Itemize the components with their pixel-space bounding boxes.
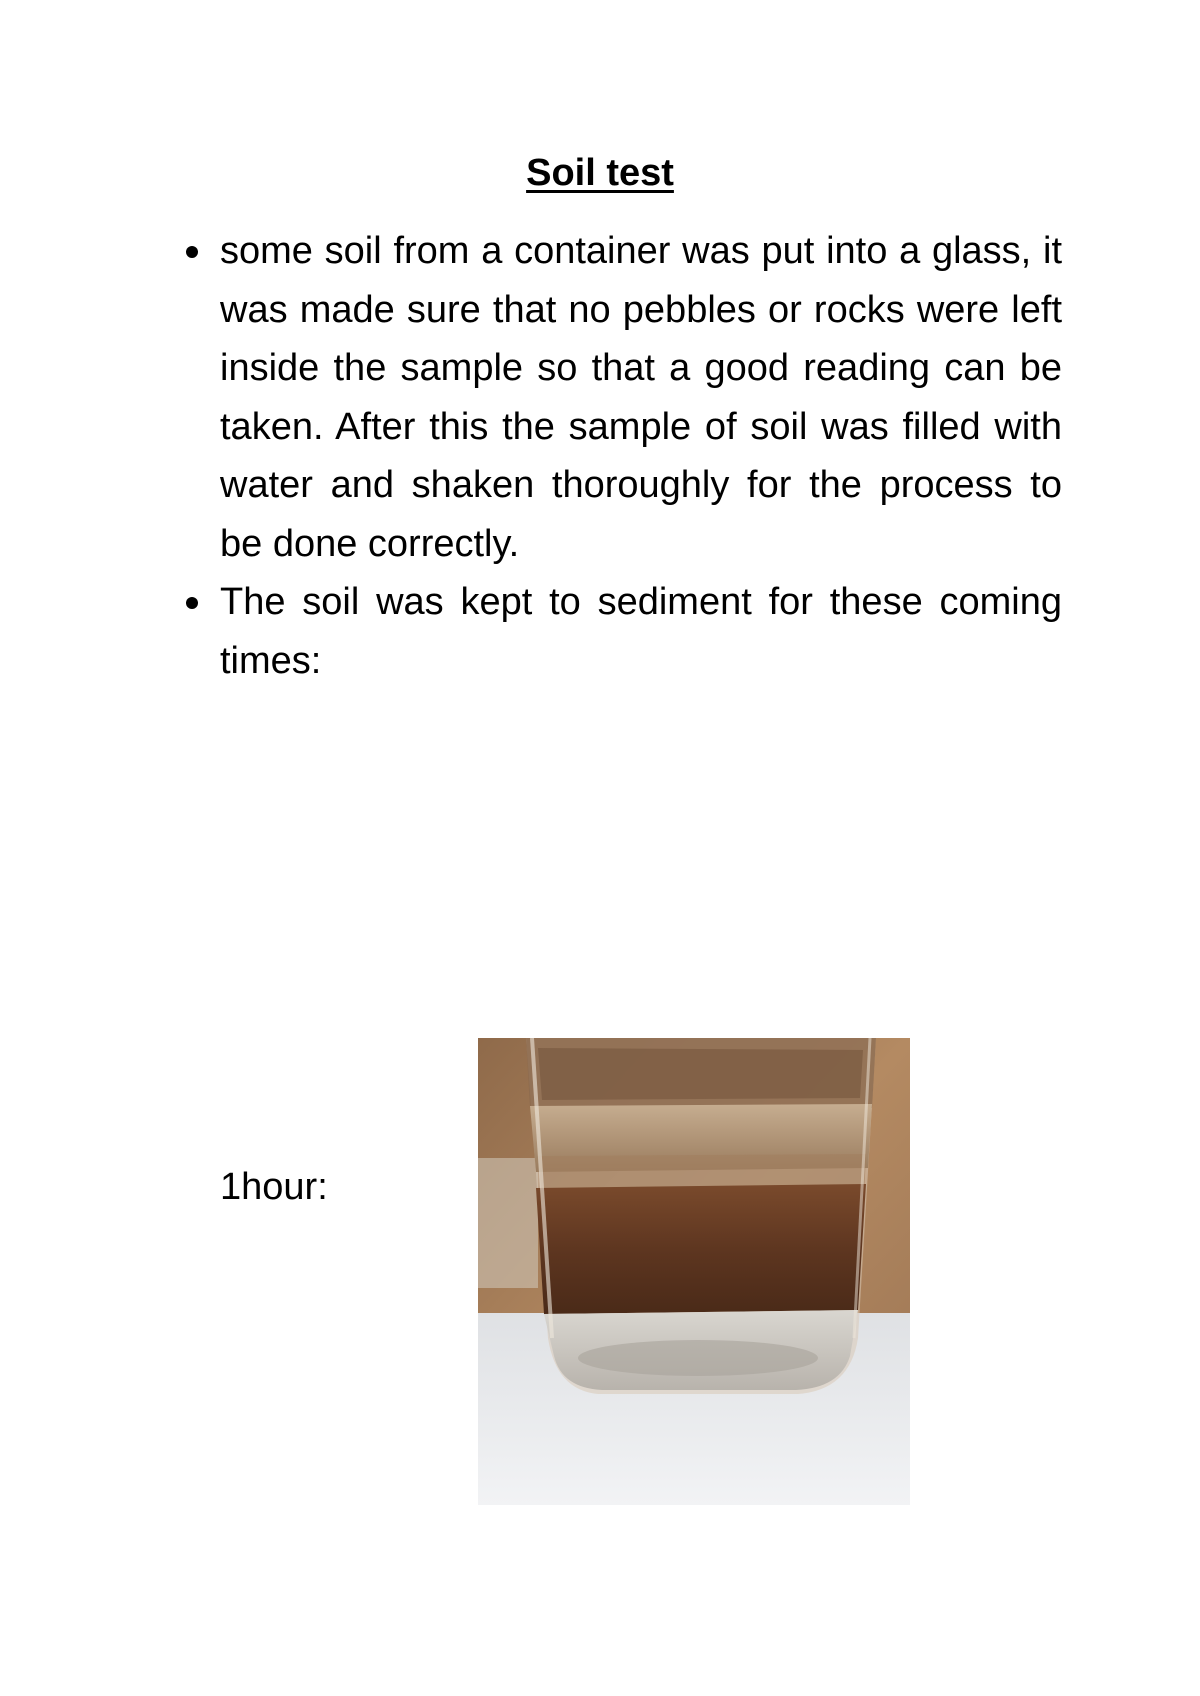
bullet-list [184,222,1062,690]
list-item-text: The soil was kept to sediment for these coming times: [220,581,1062,682]
soil-sample-photo [478,1038,910,1505]
list-item [184,573,1062,690]
bullet-icon [186,246,198,258]
bullet-icon [186,597,198,609]
list-item-text: some soil from a container was put into a glass, it was made sure that no pebbles or rocks were left inside the sample so that a good reading can be taken. After this the sample of soil was filled with water and shaken thoroughly for the process to be done correctly. [220,230,1062,565]
time-label: 1hour: [220,1166,328,1208]
page-title-text: Soil test [526,152,674,194]
list-item [184,222,1062,573]
page-title [0,148,1200,198]
